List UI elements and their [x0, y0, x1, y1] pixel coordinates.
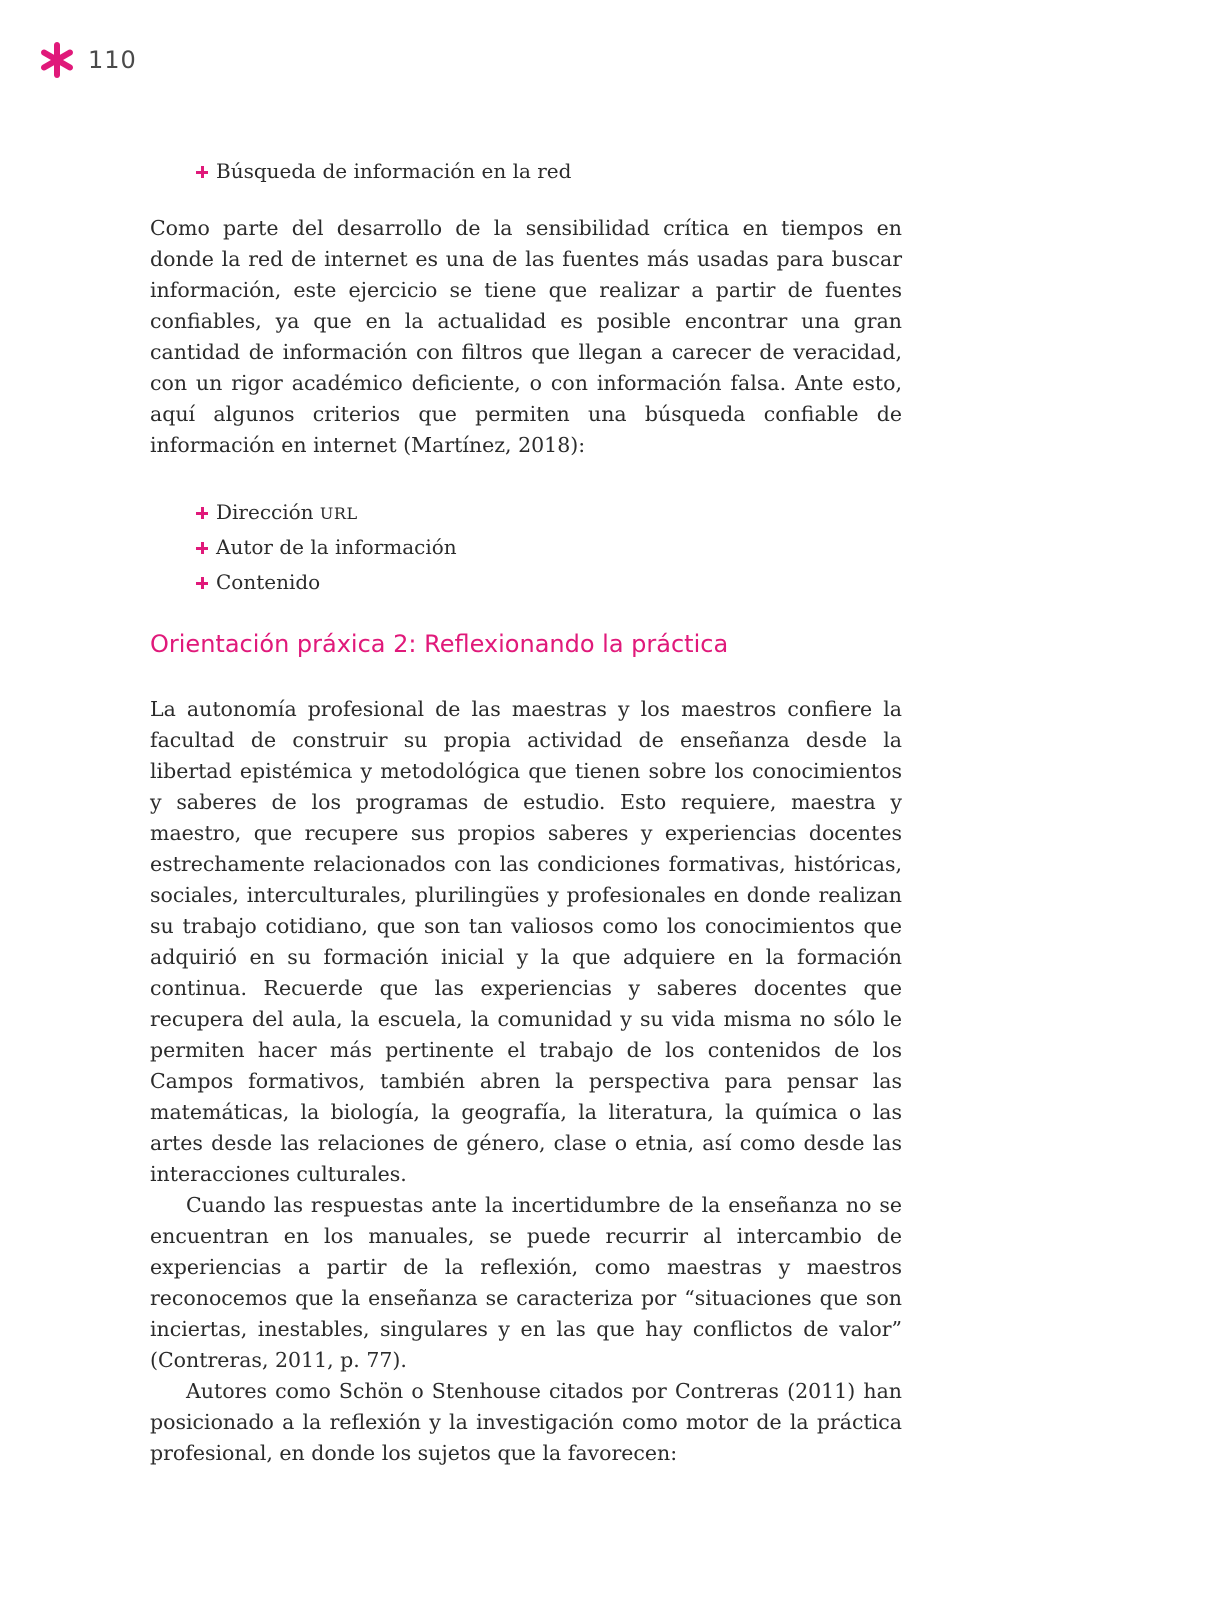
list-item — [196, 530, 902, 565]
page-content — [150, 154, 902, 1469]
paragraph-intro: Como parte del desarrollo de la sensibilidad crítica en tiempos en donde la red de internet es una de las fuentes más usadas para buscar información, este ejercicio se tiene que realizar a partir de fuentes confiables, ya que en la actualidad es posible encontrar una gran cantidad de información con filtros que llegan a carecer de veracidad, con un rigor académico deficiente, o con información falsa. Ante esto, aquí algunos criterios que permiten una búsqueda confiable de información en internet (Martínez, 2018): — [150, 216, 902, 457]
list-item-text: Autor de la información — [216, 535, 457, 559]
cross-bullet-icon — [196, 577, 208, 589]
list-item — [196, 495, 902, 530]
url-abbreviation: URL — [319, 503, 358, 523]
asterisk-star-icon — [38, 41, 76, 79]
cross-bullet-icon — [196, 507, 208, 519]
list-item-text: Contenido — [216, 570, 321, 594]
list-item — [196, 565, 902, 600]
paragraph-uncertainty: Cuando las respuestas ante la incertidumbre de la enseñanza no se encuentran en los manuales, se puede recurrir al intercambio de experiencias a partir de la reflexión, como maestras y maestros reconocemos que la enseñanza se caracteriza por “situaciones que son inciertas, inestables, singulares y en las que hay conflictos de valor” (Contreras, 2011, p. 77). — [150, 1193, 902, 1372]
list-item-text: Búsqueda de información en la red — [216, 159, 572, 183]
list-item — [196, 154, 902, 189]
bullet-list-1 — [150, 154, 902, 189]
cross-bullet-icon — [196, 542, 208, 554]
section-heading: Orientación práxica 2: Reflexionando la práctica — [150, 630, 729, 658]
cross-bullet-icon — [196, 166, 208, 178]
page-number: 110 — [88, 46, 137, 74]
bullet-list-2 — [150, 495, 902, 600]
paragraph-authors: Autores como Schön o Stenhouse citados por Contreras (2011) han posicionado a la reflexión y la investigación como motor de la práctica profesional, en donde los sujetos que la favorecen: — [150, 1379, 902, 1465]
page-header — [38, 40, 137, 80]
list-item-text-prefix: Dirección — [216, 499, 320, 524]
paragraph-autonomy: La autonomía profesional de las maestras y los maestros confiere la facultad de construir su propia actividad de enseñanza desde la libertad epistémica y metodológica que tienen sobre los conocimientos y saberes de los programas de estudio. Esto requiere, maestra y maestro, que recupere sus propios saberes y experiencias docentes estrechamente relacionados con las condiciones formativas, históricas, sociales, interculturales, plurilingües y profesionales en donde realizan su trabajo cotidiano, que son tan valiosos como los conocimientos que adquirió en su formación inicial y la que adquiere en la formación continua. Recuerde que las experiencias y saberes docentes que recupera del aula, la escuela, la comunidad y su vida misma no sólo le permiten hacer más pertinente el trabajo de los contenidos de los Campos formativos, también abren la perspectiva para pensar las matemáticas, la biología, la geografía, la literatura, la química o las artes desde las relaciones de género, clase o etnia, así como desde las interacciones culturales. — [150, 697, 902, 1186]
list-item-text — [216, 495, 358, 531]
